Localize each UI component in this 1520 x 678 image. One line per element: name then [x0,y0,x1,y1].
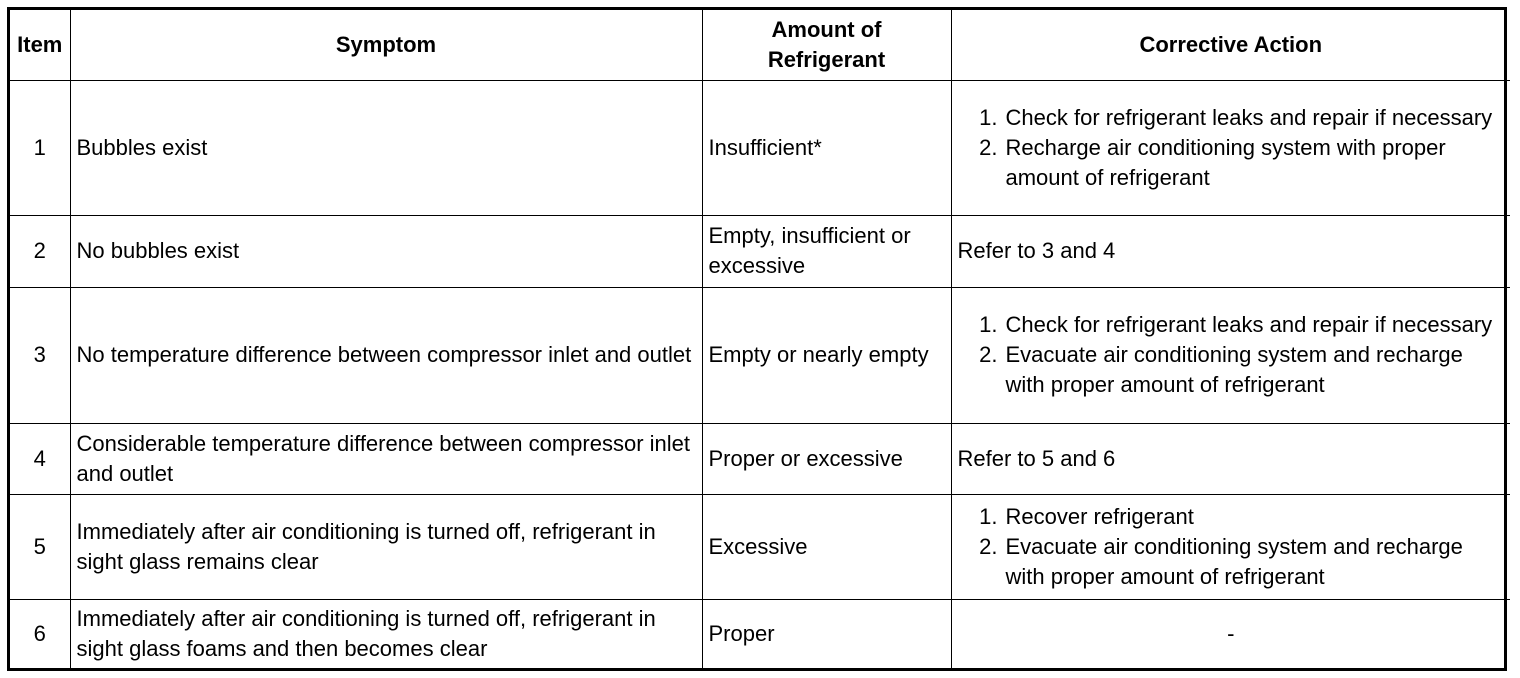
step-text: Recover refrigerant [1005,503,1194,529]
amount-cell: Empty or nearly empty [702,287,951,423]
symptom-cell: No bubbles exist [70,215,702,287]
table-row [10,423,1510,494]
action-step [958,340,1505,400]
step-text: Evacuate air conditioning system and recharge with proper amount of refrigerant [1005,342,1463,397]
amount-cell: Proper or excessive [702,423,951,494]
amount-cell: Proper [702,599,951,669]
header-symptom: Symptom [70,10,702,80]
amount-cell: Excessive [702,494,951,599]
item-number: 3 [10,287,70,423]
action-step [958,502,1505,532]
table-row [10,287,1510,423]
step-number: 1. [979,312,998,337]
amount-cell: Insufficient* [702,80,951,215]
symptom-cell: Considerable temperature difference between compressor inlet and outlet [70,423,702,494]
table-row [10,215,1510,287]
table-row [10,494,1510,599]
step-number: 2. [979,533,998,559]
action-step [958,133,1505,193]
action-step [958,103,1505,133]
header-row [10,10,1510,80]
corrective-action-cell: Refer to 3 and 4 [951,215,1510,287]
corrective-action-cell: Refer to 5 and 6 [951,423,1510,494]
table-row [10,80,1510,215]
header-amount-line2: Refrigerant [767,46,886,72]
header-amount-line1: Amount of [771,16,882,42]
action-steps [958,103,1505,193]
header-amount [702,10,951,80]
step-text: Evacuate air conditioning system and recharge with proper amount of refrigerant [1005,533,1463,589]
item-number: 1 [10,80,70,215]
step-number: 2. [979,134,998,160]
item-number: 6 [10,599,70,669]
step-number: 1. [979,104,998,130]
refrigerant-diagnosis-table-frame [7,7,1507,671]
step-text: Check for refrigerant leaks and repair if necessary [1005,312,1493,337]
refrigerant-diagnosis-table [10,10,1510,669]
step-number: 2. [979,342,998,367]
symptom-cell: Bubbles exist [70,80,702,215]
table-row [10,599,1510,669]
step-text: Check for refrigerant leaks and repair if necessary [1005,104,1493,130]
corrective-action-cell [951,287,1510,423]
item-number: 4 [10,423,70,494]
header-corrective-action: Corrective Action [951,10,1510,80]
step-text: Recharge air conditioning system with proper amount of refrigerant [1005,134,1446,190]
corrective-action-cell: - [951,599,1510,669]
action-steps [958,502,1505,592]
symptom-cell: Immediately after air conditioning is turned off, refrigerant in sight glass foams and then becomes clear [70,599,702,669]
action-steps [958,310,1505,400]
item-number: 5 [10,494,70,599]
action-step [958,310,1505,340]
item-number: 2 [10,215,70,287]
action-step [958,532,1505,592]
corrective-action-cell [951,494,1510,599]
symptom-cell: Immediately after air conditioning is turned off, refrigerant in sight glass remains clear [70,494,702,599]
amount-cell: Empty, insufficient or excessive [702,215,951,287]
header-item: Item [10,10,70,80]
step-number: 1. [979,503,998,529]
corrective-action-cell [951,80,1510,215]
symptom-cell: No temperature difference between compressor inlet and outlet [70,287,702,423]
